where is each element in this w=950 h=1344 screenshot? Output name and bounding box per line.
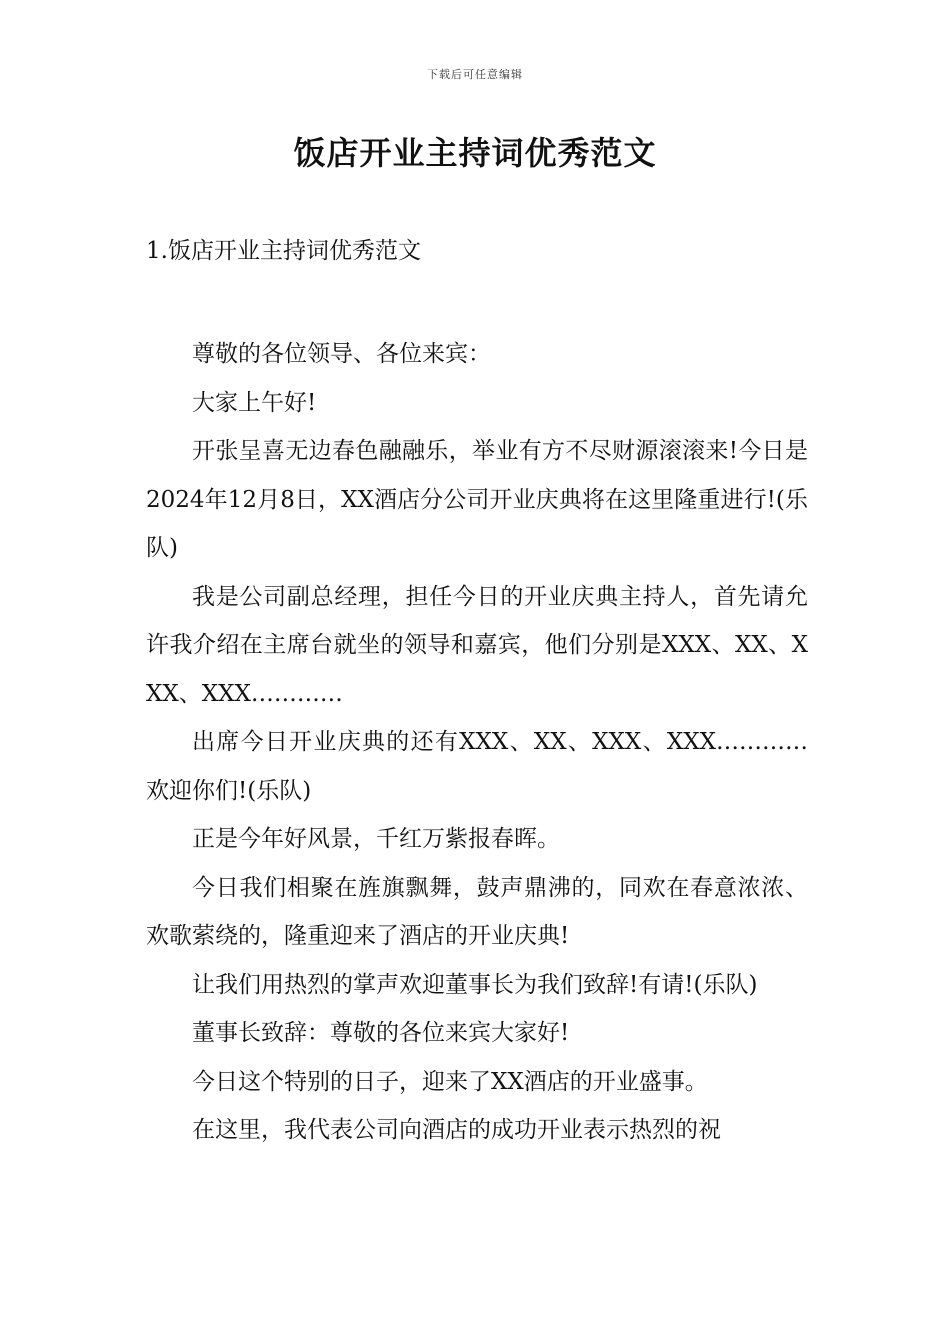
paragraph-greeting: 尊敬的各位领导、各位来宾： bbox=[192, 341, 491, 367]
section-heading: 1.饭店开业主持词优秀范文 bbox=[146, 238, 421, 264]
paragraph-host-intro: 我是公司副总经理，担任今日的开业庆典主持人，首先请允许我介绍在主席台就坐的领导和嘉宾，他们分别是XXX、XX、XXX、XXX………… bbox=[146, 583, 808, 707]
paragraph-congratulations: 在这里，我代表公司向酒店的成功开业表示热烈的祝 bbox=[192, 1117, 721, 1143]
paragraph-attendees: 出席今日开业庆典的还有XXX、XX、XXX、XXX…………欢迎你们!(乐队) bbox=[146, 729, 808, 804]
document-body bbox=[146, 330, 808, 1155]
page-header-note: 下载后可任意编辑 bbox=[427, 68, 523, 81]
paragraph-good-morning: 大家上午好! bbox=[192, 389, 317, 416]
paragraph-opening: 开张呈喜无边春色融融乐，举业有方不尽财源滚滚来!今日是2024年12月8日，XX酒店分公司开业庆典将在这里隆重进行!(乐队) bbox=[146, 438, 808, 561]
paragraph-applause: 让我们用热烈的掌声欢迎董事长为我们致辞!有请!(乐队) bbox=[192, 971, 758, 998]
paragraph-special-day: 今日这个特别的日子，迎来了XX酒店的开业盛事。 bbox=[192, 1068, 708, 1095]
document-title: 饭店开业主持词优秀范文 bbox=[293, 134, 657, 172]
paragraph-scenery: 正是今年好风景，千红万紫报春晖。 bbox=[192, 826, 560, 852]
paragraph-gathering: 今日我们相聚在旌旗飘舞，鼓声鼎沸的，同欢在春意浓浓、欢歌萦绕的，隆重迎来了酒店的开业庆典! bbox=[146, 874, 808, 949]
paragraph-chairman-speech: 董事长致辞：尊敬的各位来宾大家好! bbox=[192, 1020, 570, 1046]
